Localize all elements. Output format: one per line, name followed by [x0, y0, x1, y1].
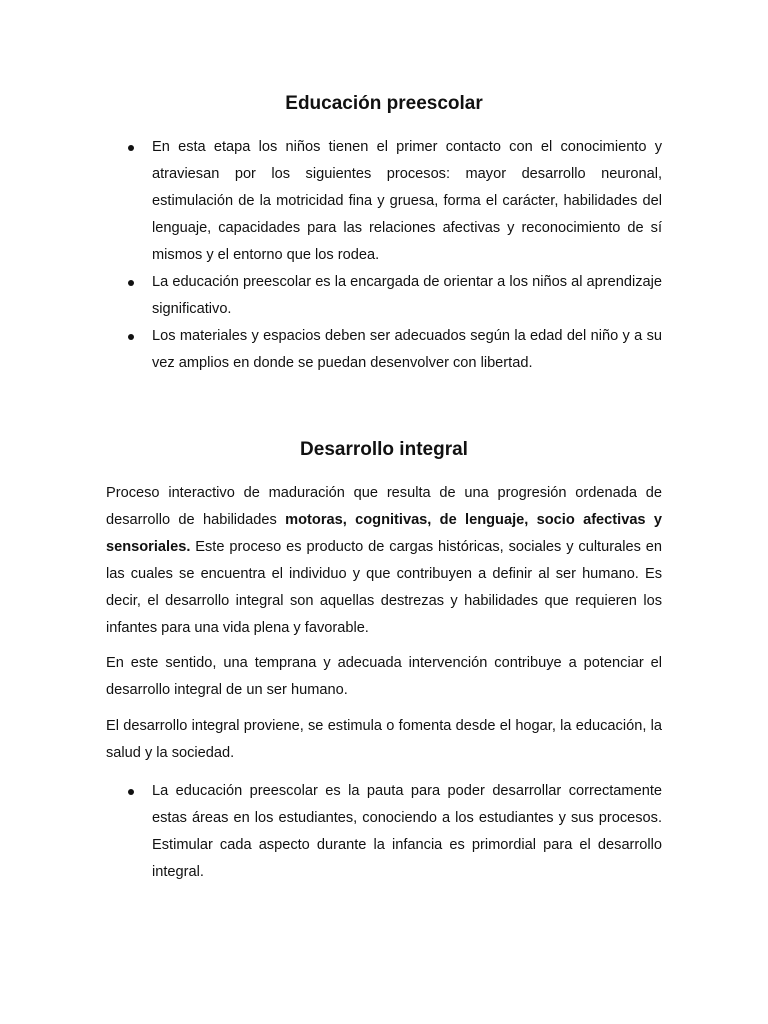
- bullet-text: Los materiales y espacios deben ser adecuados según la edad del niño y a su vez amplios en donde se puedan desenvolver con libertad.: [152, 328, 662, 371]
- bullet-item: [106, 778, 662, 886]
- bullet-list-desarrollo-integral: [106, 778, 662, 886]
- paragraph-definition: [106, 480, 662, 642]
- paragraph-intervention: En este sentido, una temprana y adecuada intervención contribuye a potenciar el desarrollo integral de un ser humano.: [106, 655, 662, 698]
- bullet-dot-icon: [128, 334, 134, 340]
- paragraph-bold-text: motoras, cognitivas, de lenguaje, socio afectivas y sensoriales.: [106, 512, 662, 555]
- bullet-text: La educación preescolar es la encargada de orientar a los niños al aprendizaje significativo.: [152, 274, 662, 317]
- bullet-item: [106, 134, 662, 269]
- bullet-text: En esta etapa los niños tienen el primer contacto con el conocimiento y atraviesan por los siguientes procesos: mayor desarrollo neuronal, estimulación de la motricidad fina y gruesa, forma el carácter, habilidades del lenguaje, capacidades para las relaciones afectivas y reconocimiento de sí mismos y el entorno que los rodea.: [152, 139, 662, 263]
- bullet-item: [106, 269, 662, 323]
- paragraph-text: Este proceso es producto de cargas históricas, sociales y culturales en las cuales se encuentra el individuo y que contribuyen a definir al ser humano. Es decir, el desarrollo integral son aquellas destrezas y habilidades que requieren los infantes para una vida plena y favorable.: [106, 539, 662, 636]
- bullet-list-educacion-preescolar: [106, 134, 662, 377]
- bullet-dot-icon: [128, 280, 134, 286]
- section-title-educacion-preescolar: Educación preescolar: [285, 93, 483, 114]
- paragraph-origin: El desarrollo integral proviene, se estimula o fomenta desde el hogar, la educación, la salud y la sociedad.: [106, 718, 662, 761]
- bullet-text: La educación preescolar es la pauta para poder desarrollar correctamente estas áreas en los estudiantes, conociendo a los estudiantes y sus procesos. Estimular cada aspecto durante la infancia es primordial para el desarrollo integral.: [152, 783, 662, 880]
- bullet-dot-icon: [128, 145, 134, 151]
- paragraph-text: Proceso interactivo de maduración que resulta de una progresión ordenada de desarrollo de habilidades: [106, 485, 662, 528]
- section-title-desarrollo-integral: Desarrollo integral: [300, 439, 468, 460]
- bullet-dot-icon: [128, 789, 134, 795]
- bullet-item: [106, 323, 662, 377]
